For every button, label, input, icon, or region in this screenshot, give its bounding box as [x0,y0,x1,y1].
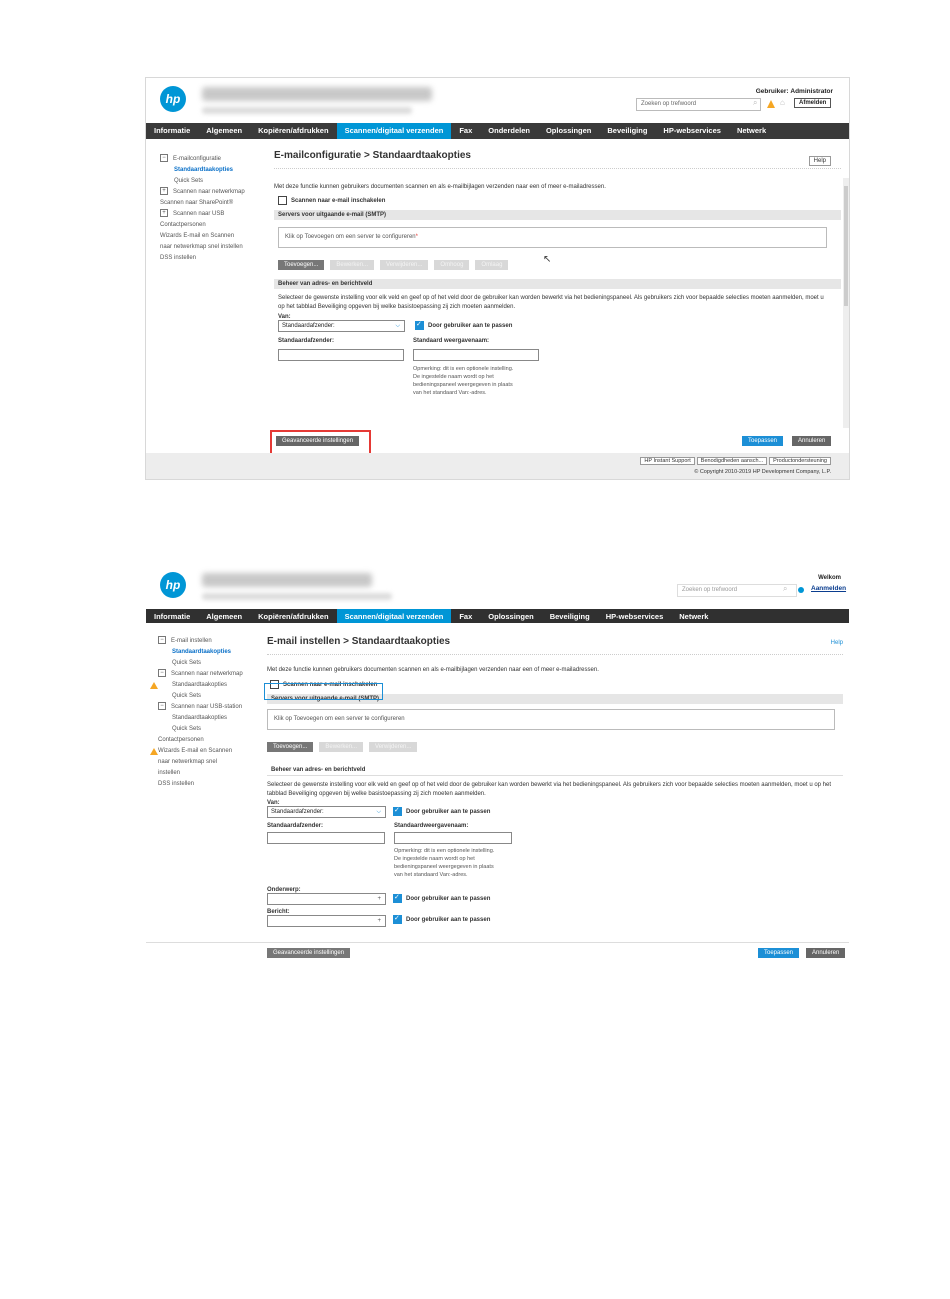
apply-button[interactable]: Toepassen [742,436,783,446]
user-indicator [756,88,833,95]
warning-icon [150,748,158,755]
subject-select[interactable] [267,893,386,905]
from-select-value: Standaardafzender: [271,809,324,816]
header [146,78,849,123]
default-sender-label: Standaardafzender: [278,338,335,344]
copyright: © Copyright 2010-2019 HP Development Company, L.P. [694,469,831,475]
display-name-label: Standaard weergavenaam: [413,338,490,344]
hp-logo: hp [160,572,186,598]
tab-4[interactable]: Fax [459,612,473,621]
signout-button[interactable]: Afmelden [794,98,831,108]
tab-1[interactable]: Algemeen [206,126,243,135]
sidebar-item-label: Scannen naar USB [173,211,225,217]
sidebar-item-label: E-mail instellen [171,638,212,644]
address-section-header: Beheer van adres- en berichtveld [267,765,843,776]
collapse-icon[interactable]: − [160,154,168,162]
sidebar-item-label: Scannen naar netwerkmap [173,189,245,195]
footer-link[interactable]: Productondersteuning [769,457,831,465]
display-name-input[interactable] [413,349,539,361]
tab-5[interactable]: Oplossingen [488,612,534,621]
sidebar-item[interactable] [158,746,271,757]
sidebar-item[interactable] [160,231,273,242]
collapse-icon[interactable]: − [158,702,166,710]
note-line: bedieningspaneel weergegeven in plaats [413,382,513,388]
hp-logo: hp [160,86,186,112]
subject-editable-label: Door gebruiker aan te passen [406,896,491,903]
page-title: E-mail instellen > Standaardtaakopties [267,636,451,647]
sidebar-item-label: Quick Sets [174,178,204,184]
from-editable-checkbox[interactable] [415,321,424,330]
header [146,564,849,609]
sidebar-item[interactable] [158,713,271,724]
search-input[interactable]: Zoeken op trefwoord [636,98,761,111]
tab-8[interactable]: HP-webservices [663,126,721,135]
smtp-button-1[interactable]: Bewerken... [330,260,374,270]
smtp-placeholder: Klik op Toevoegen om een server te configureren [285,234,416,240]
description: Met deze functie kunnen gebruikers documenten scannen en als e-mailbijlagen verzenden naar een of meer e-mailadressen. [267,667,599,673]
warning-icon[interactable] [767,100,775,108]
display-name-label: Standaardweergavenaam: [394,823,469,830]
tab-2[interactable]: Kopiëren/afdrukken [258,612,329,621]
sidebar-item-label: naar netwerkmap snel [158,759,218,765]
display-name-note [394,847,494,879]
sidebar-item-label: Quick Sets [172,726,202,732]
note-line: van het standaard Van:-adres. [394,872,468,879]
signin-link[interactable]: Aanmelden [811,585,847,592]
collapse-icon[interactable]: − [158,636,166,644]
subject-editable [393,894,490,903]
cancel-button[interactable]: Annuleren [806,948,845,958]
sidebar-item[interactable] [158,680,271,691]
sidebar-item[interactable] [158,779,271,790]
enable-label: Scannen naar e-mail inschakelen [291,198,386,205]
mouse-cursor-icon: ↖ [543,254,552,265]
subject-label: Onderwerp: [267,887,301,894]
sidebar-item-label: naar netwerkmap snel instellen [160,244,243,250]
sidebar-item-label: Wizards E-mail en Scannen [160,233,235,239]
address-description: Selecteer de gewenste instelling voor elk veld en geef op of het veld door de gebruiker kan worden bewerkt via het bedieningspaneel. Als gebruikers zich voor bepaalde selecties moeten aanmelden, moet u op het tabblad Beveiliging opgeven bij welke basistoepassing zij zich moeten aanmelden. [278,295,824,310]
main-content [267,636,843,925]
tab-7[interactable]: HP-webservices [605,612,664,621]
default-sender-input[interactable] [267,832,385,844]
apply-button[interactable]: Toepassen [758,948,799,958]
footer-links [638,458,831,464]
smtp-button-0[interactable]: Toevoegen... [267,742,313,752]
sidebar-item-label: instellen [158,770,181,776]
expand-icon[interactable]: + [160,209,168,217]
enable-checkbox[interactable] [278,196,287,205]
sidebar-item-label: Quick Sets [172,660,202,666]
product-name-blurred [202,87,432,101]
sidebar [160,154,273,264]
smtp-server-list[interactable]: Klik op Toevoegen om een server te configureren [267,709,835,730]
message-editable [393,915,490,924]
chevron-down-icon: ⌵ [395,323,400,329]
main-content [264,150,841,408]
sidebar-item[interactable] [160,253,273,264]
scrollbar-thumb[interactable] [844,186,848,306]
sidebar-item-label: Standaardtaakopties [174,167,234,173]
product-subtitle-blurred [202,107,412,114]
from-select[interactable] [267,806,386,818]
footer [146,453,849,479]
search-icon[interactable]: ⌕ [753,98,758,107]
tab-5[interactable]: Onderdelen [488,126,530,135]
address-description: Selecteer de gewenste instelling voor elk veld en geef op of het veld door de gebruiker kan worden bewerkt via het bedieningspaneel. Als gebruikers zich voor bepaalde selecties moeten aanmelden, moet u op het tabblad Beveiliging opgeven bij welke basistoepassing zij zich moeten aanmelden. [267,782,832,798]
sidebar-item[interactable] [160,154,273,165]
main-navigation [146,609,849,623]
help-link[interactable]: Help [830,640,843,646]
sidebar-item-label: Standaardtaakopties [172,682,228,688]
default-sender-input[interactable] [278,349,404,361]
message-label: Bericht: [267,909,290,916]
main-navigation [146,123,849,139]
note-line: De ingestelde naam wordt op het [394,856,475,863]
smtp-button-2[interactable]: Verwijderen... [369,742,417,752]
smtp-button-4[interactable]: Omlaag [475,260,508,270]
sidebar-item[interactable] [158,702,271,713]
smtp-section-header: Servers voor uitgaande e-mail (SMTP) [274,210,841,220]
sidebar-item[interactable] [158,735,271,746]
sidebar-item[interactable] [158,757,271,768]
sidebar-item[interactable] [160,165,273,176]
sidebar-item[interactable] [158,647,271,658]
message-select[interactable] [267,915,386,927]
help-button[interactable]: Help [809,156,831,166]
sidebar-item-label: DSS instellen [158,781,195,787]
sidebar-item-label: Scannen naar netwerkmap [171,671,243,677]
tab-4[interactable]: Fax [459,126,473,135]
screenshot-top [145,77,850,480]
welcome-text: Welkom [818,575,841,581]
from-editable [393,807,490,816]
sidebar-item-label: Standaardtaakopties [172,649,232,655]
tab-8[interactable]: Netwerk [679,612,709,621]
sidebar-item-label: Scannen naar SharePoint® [160,200,234,206]
message-editable-label: Door gebruiker aan te passen [406,917,491,924]
warning-icon [150,682,158,689]
scrollbar[interactable] [843,178,849,428]
search-icon[interactable]: ⌕ [783,584,788,593]
advanced-settings-button[interactable]: Geavanceerde instellingen [276,436,359,446]
sidebar-item[interactable] [158,724,271,735]
sidebar-item-label: Quick Sets [172,693,202,699]
advanced-settings-button[interactable]: Geavanceerde instellingen [267,948,350,958]
address-section-header: Beheer van adres- en berichtveld [274,279,841,289]
from-select[interactable] [278,320,405,332]
sidebar-item[interactable] [160,242,273,253]
tab-1[interactable]: Algemeen [206,612,243,621]
sidebar-item-label: Wizards E-mail en Scannen [158,748,233,754]
screenshot-bottom [145,563,850,961]
sidebar-item[interactable] [158,691,271,702]
tab-9[interactable]: Netwerk [736,126,767,135]
display-name-note [413,365,513,397]
user-icon[interactable] [798,587,804,593]
expand-icon[interactable]: + [160,187,168,195]
sidebar-item[interactable] [158,658,271,669]
sidebar-item-label: Scannen naar USB-station [171,704,243,710]
tab-6[interactable]: Oplossingen [545,126,592,135]
from-editable [415,321,512,330]
tab-6[interactable]: Beveiliging [549,612,590,621]
collapse-icon[interactable]: − [158,669,166,677]
page-title: E-mailconfiguratie > Standaardtaakopties [274,150,471,161]
footer-link[interactable]: Benodigdheden aansch... [697,457,767,465]
sidebar-item-label: E-mailconfiguratie [173,156,222,162]
tab-2[interactable]: Kopiëren/afdrukken [258,126,329,135]
sidebar-item-label: DSS instellen [160,255,197,261]
sidebar-item[interactable] [158,636,271,647]
note-line: Opmerking: dit is een optionele instelling. [413,366,514,372]
note-line: De ingestelde naam wordt op het [413,374,494,380]
from-editable-label: Door gebruiker aan te passen [428,323,513,330]
smtp-server-list[interactable]: Klik op Toevoegen om een server te configureren* [278,227,827,248]
smtp-button-1[interactable]: Bewerken... [319,742,363,752]
message-editable-checkbox[interactable] [393,915,402,924]
search-input[interactable]: Zoeken op trefwoord [677,584,797,597]
smtp-button-3[interactable]: Omhoog [434,260,469,270]
display-name-input[interactable] [394,832,512,844]
smtp-button-0[interactable]: Toevoegen... [278,260,324,270]
from-label: Van: [278,314,291,320]
sidebar-item[interactable] [160,198,273,209]
highlight-frame [264,683,383,700]
sidebar-item[interactable] [160,209,273,220]
sidebar-item[interactable] [160,187,273,198]
smtp-button-2[interactable]: Verwijderen... [380,260,428,270]
product-subtitle-blurred [202,593,392,600]
sidebar-item[interactable] [160,176,273,187]
cancel-button[interactable]: Annuleren [792,436,831,446]
footer-link[interactable]: HP Instant Support [640,457,694,465]
tab-0[interactable]: Informatie [154,126,191,135]
tab-3[interactable]: Scannen/digitaal verzenden [337,123,452,139]
enable-row [278,196,841,205]
sidebar-item[interactable] [160,220,273,231]
user-name: Administrator [790,88,833,95]
note-line: van het standaard Van:-adres. [413,390,487,396]
smtp-section-header: Servers voor uitgaande e-mail (SMTP) [267,694,843,704]
note-line: Opmerking: dit is een optionele instelling. [394,848,495,855]
from-editable-label: Door gebruiker aan te passen [406,809,491,816]
chevron-down-icon: ⌵ [376,809,381,816]
sidebar-item-label: Contactpersonen [160,222,206,228]
from-select-value: Standaardafzender: [282,323,335,329]
tab-7[interactable]: Beveiliging [607,126,648,135]
note-line: bedieningspaneel weergegeven in plaats [394,864,494,871]
product-name-blurred [202,573,372,587]
tab-0[interactable]: Informatie [154,612,191,621]
subject-editable-checkbox[interactable] [393,894,402,903]
default-sender-label: Standaardafzender: [267,823,324,830]
sidebar-item-label: Standaardtaakopties [172,715,228,721]
sidebar [158,636,271,790]
tab-3[interactable]: Scannen/digitaal verzenden [337,609,452,623]
user-label: Gebruiker: [755,88,789,95]
from-label: Van: [267,800,280,807]
enable-label: Scannen naar e-mail inschakelen [283,682,378,689]
from-editable-checkbox[interactable] [393,807,402,816]
description: Met deze functie kunnen gebruikers documenten scannen en als e-mailbijlagen verzenden naar een of meer e-mailadressen. [274,184,606,190]
plus-icon: + [377,918,381,925]
smtp-button-row [278,253,841,271]
sidebar-item-label: Contactpersonen [158,737,204,743]
plus-icon: + [377,896,381,903]
smtp-button-row [267,735,843,753]
sidebar-item[interactable] [158,768,271,779]
home-icon[interactable]: ⌂ [780,98,785,107]
sidebar-item[interactable] [158,669,271,680]
